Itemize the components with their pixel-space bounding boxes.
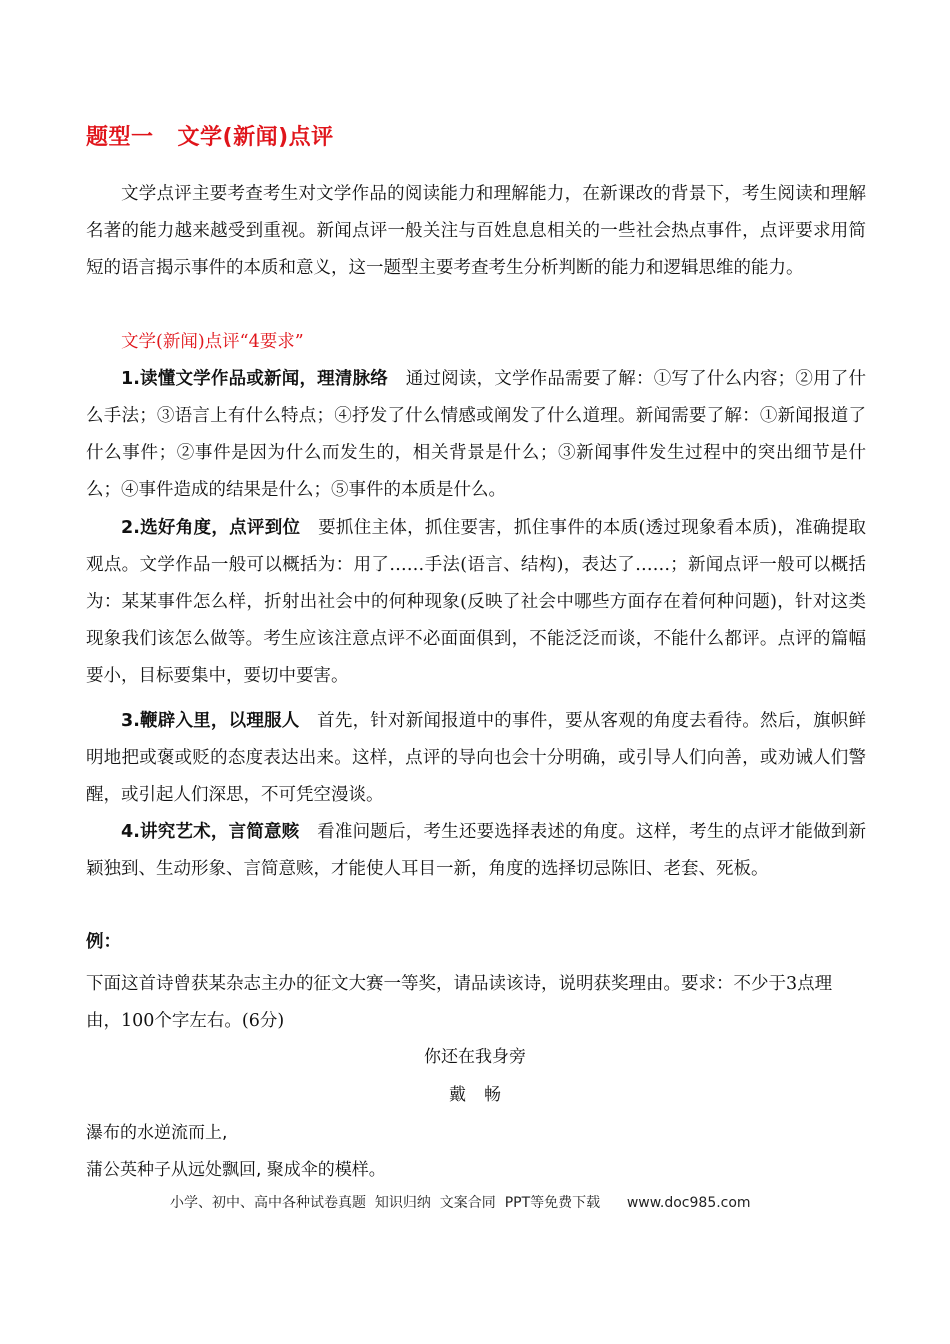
poem-title: 你还在我身旁 — [424, 1047, 526, 1067]
requirement-2-title: .选好角度，点评到位 — [133, 518, 301, 538]
requirement-1-num: 1 — [121, 369, 134, 389]
requirement-1-title: .读懂文学作品或新闻，理清脉络 — [133, 369, 389, 389]
requirement-2-num: 2 — [121, 518, 134, 538]
requirement-3-num: 3 — [121, 711, 134, 731]
requirement-2-body: 要抓住主体，抓住要害，抓住事件的本质(透过现象看本质)，准确提取观点。文学作品一般可以概括为：用了……手法(语言、结构)，表达了……；新闻点评一般可以概括为：某某事件怎么样，折射出社会中的何种现象(反映了社会中哪些方面存在着何种问题)，针对这类现象我们该怎么做等。考生应该注意点评不必面面俱到，不能泛泛而谈，不能什么都评。点评的篇幅要小，目标要集中，要切中要害。 — [86, 518, 867, 686]
poem-author: 戴畅 — [449, 1085, 519, 1105]
intro-paragraph: 文学点评主要考查考生对文学作品的阅读能力和理解能力，在新课改的背景下，考生阅读和理解名著的能力越来越受到重视。新闻点评一般关注与百姓息息相关的一些社会热点事件，点评要求用简短的语言揭示事件的本质和意义，这一题型主要考查考生分析判断的能力和逻辑思维的能力。 — [86, 184, 866, 278]
requirement-4-body: 看准问题后，考生还要选择表述的角度。这样，考生的点评才能做到新颖独到、生动形象、言简意赅，才能使人耳目一新，角度的选择切忌陈旧、老套、死板。 — [86, 822, 867, 879]
heading-title: 文学(新闻)点评 — [177, 125, 334, 150]
example-label: 例： — [86, 932, 121, 952]
requirement-3-title: .鞭辟入里，以理服人 — [133, 711, 300, 731]
requirement-4-num: 4 — [121, 822, 134, 842]
example-question: 下面这首诗曾获某杂志主办的征文大赛一等奖，请品读该诗，说明获奖理由。要求：不少于3点理由，100个字左右。(6分) — [86, 974, 833, 1031]
requirement-3-body: 首先，针对新闻报道中的事件，要从客观的角度去看待。然后，旗帜鲜明地把或褒或贬的态度表达出来。这样，点评的导向也会十分明确，或引导人们向善，或劝诫人们警醒，或引起人们深思，不可凭空漫谈。 — [86, 711, 867, 805]
requirement-1-body: 通过阅读，文学作品需要了解：①写了什么内容；②用了什么手法；③语言上有什么特点；④抒发了什么情感或阐发了什么道理。新闻需要了解：①新闻报道了什么事件；②事件是因为什么而发生的，相关背景是什么；③新闻事件发生过程中的突出细节是什么；④事件造成的结果是什么；⑤事件的本质是什么。 — [86, 369, 867, 500]
requirement-2 — [86, 510, 866, 695]
requirement-4 — [86, 814, 866, 888]
section-heading — [86, 120, 334, 151]
poem-line-1: 瀑布的水逆流而上, — [86, 1123, 228, 1143]
page-footer: 小学、初中、高中各种试卷真题 知识归纳 文案合同 PPT等免费下载 www.doc985.com — [170, 1195, 751, 1211]
subheading: 文学(新闻)点评“4要求” — [121, 332, 304, 352]
requirement-1 — [86, 361, 866, 509]
requirement-3 — [86, 703, 866, 814]
requirement-4-title: .讲究艺术，言简意赅 — [133, 822, 300, 842]
poem-line-2: 蒲公英种子从远处飘回, 聚成伞的模样。 — [86, 1160, 386, 1180]
heading-type: 题型一 — [86, 125, 154, 150]
